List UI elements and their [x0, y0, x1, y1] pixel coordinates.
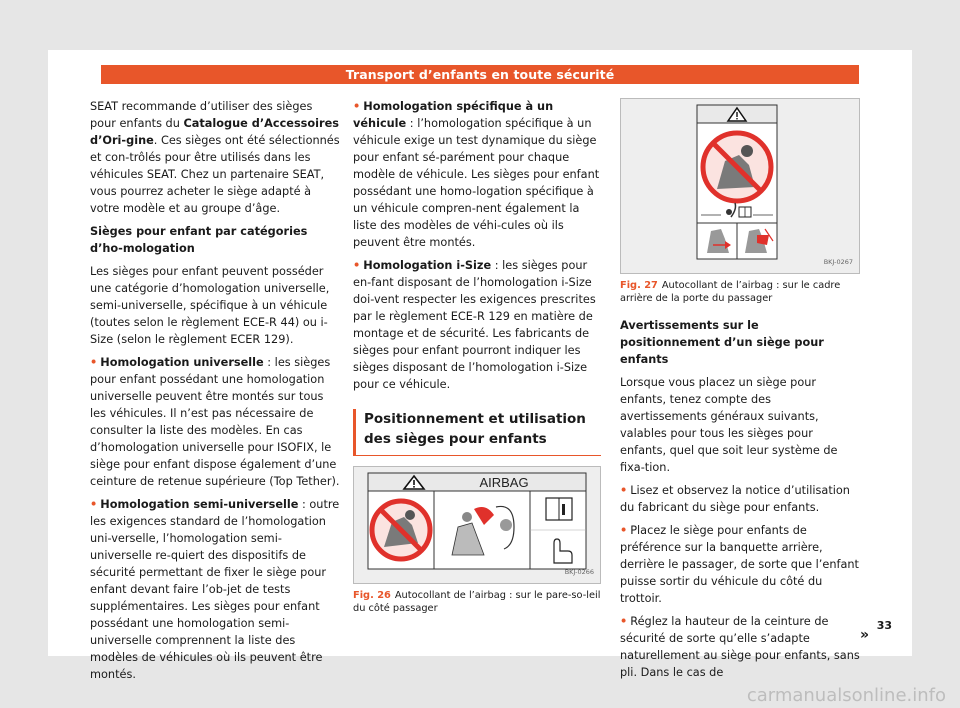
figure-26-number: Fig. 26 — [353, 590, 391, 601]
bullet-vehicle-specific — [353, 98, 601, 251]
warnings-paragraph: Lorsque vous placez un siège pour enfants, tenez compte des avertissements généraux suivants, valables pour tous les sièges pour enfants, quel que soit leur système de fixa-tion. — [620, 376, 838, 474]
bullet-vehicle-specific-title: Homologation spécifique à un véhicule — [353, 100, 554, 130]
catalogue-name: Catalogue d’Accessoires d’Ori-gine — [90, 117, 339, 147]
bullet-read-manual — [620, 482, 860, 516]
bullet-vehicle-specific-text: : l’homologation spécifique à un véhicule exige un test dynamique du siège pour enfant sé-parément pour chaque modèle de véhicule. Les sièges pour enfant possédant une homo-logation spécifique à un véhicule compren-nent également la liste des modèles de véhi-cules où ils peuvent être montés. — [353, 117, 600, 249]
bullet-belt-height — [620, 613, 860, 681]
manual-book-icon — [739, 207, 751, 217]
manual-book-icon — [546, 498, 572, 520]
airbag-sticker-graphic — [354, 467, 600, 583]
bullet-dot-icon: • — [90, 356, 98, 369]
bullet-semi-universal-title: Homologation semi-universelle — [100, 498, 299, 511]
figure-27-number: Fig. 27 — [620, 280, 658, 291]
section-header: Transport d’enfants en toute sécurité — [101, 65, 859, 84]
bullet-universal — [90, 354, 340, 490]
bullet-dot-icon: • — [90, 498, 98, 511]
figure-26 — [353, 466, 601, 584]
manual-page — [48, 50, 912, 681]
intro-paragraph — [90, 98, 340, 217]
airbag-label: AIRBAG — [479, 475, 529, 490]
bullet-isize-title: Homologation i-Size — [363, 259, 492, 272]
door-frame-sticker-graphic — [621, 99, 859, 273]
bullet-belt-height-text: Réglez la hauteur de la ceinture de sécurité de sorte qu’elle s’adapte naturellement au siège pour enfants, sans pli. Dans le cas de — [620, 615, 860, 679]
bullet-semi-universal — [90, 496, 340, 683]
bullet-isize — [353, 257, 601, 393]
figure-26-code: BKJ-0266 — [564, 568, 594, 576]
continued-arrow-icon: » — [860, 627, 870, 643]
watermark: carmanualsonline.info — [746, 685, 946, 706]
subhead-warnings: Avertissements sur le positionnement d’un siège pour enfants — [620, 319, 824, 366]
figure-26-caption — [353, 589, 601, 615]
figure-27-caption-text: Autocollant de l’airbag : sur le cadre arrière de la porte du passager — [620, 280, 841, 304]
bullet-dot-icon: • — [620, 524, 628, 537]
column-right — [620, 98, 860, 687]
figure-27-code: BKJ-0267 — [823, 258, 853, 266]
bullet-dot-icon: • — [353, 100, 361, 113]
categories-paragraph: Les sièges pour enfant peuvent posséder une catégorie d’homologation universelle, semi-universelle, spécifique à un véhicule (toutes selon le règlement ECE-R 44) ou i-Size (selon le règlement ECER 129). — [90, 265, 330, 346]
figure-26-caption-text: Autocollant de l’airbag : sur le pare-so-leil du côté passager — [353, 590, 601, 614]
no-rear-facing-seat-icon — [372, 501, 430, 559]
intro-text-a: SEAT recommande d’utiliser des sièges pour enfants du — [90, 100, 313, 130]
bullet-rear-seat — [620, 522, 860, 607]
subhead-categories: Sièges pour enfant par catégories d’ho-mologation — [90, 225, 308, 255]
bullet-rear-seat-text: Placez le siège pour enfants de préférence sur la banquette arrière, derrière le passager, de sorte que l’enfant puisse sortir du véhicule du côté du trottoir. — [620, 524, 859, 605]
bullet-universal-text: : les sièges pour enfant possédant une homologation universelle peuvent être montés sur tous les véhicules. Il n’est pas nécessaire de consulter la liste des modèles. En cas d’homologation universelle pour ISOFIX, le siège pour enfant dispose également d’une ceinture de retenue supérieure (Top Tether). — [90, 356, 340, 488]
bullet-dot-icon: • — [620, 484, 628, 497]
bullet-dot-icon: • — [620, 615, 628, 628]
bullet-read-manual-text: Lisez et observez la notice d’utilisation du fabricant du siège pour enfants. — [620, 484, 850, 514]
no-rear-facing-seat-icon — [703, 133, 771, 201]
bullet-semi-universal-text: : outre les exigences standard de l’homologation uni-verselle, l’homologation semi-universelle re-quiert des dispositifs de sécurité permettant de fixer le siège pour enfant devant faire l’ob-jet de tests supplémentaires. Les sièges pour enfant possédant une homologation semi-universelle comprennent la liste des modèles de véhicules où ils peuvent être montés. — [90, 498, 340, 681]
intro-text-b: . Ces sièges ont été sélectionnés et con-trôlés pour être utilisés dans les véhicules SEAT. Chez un partenaire SEAT, vous pourrez acheter le siège adapté à votre modèle et au groupe d’âge. — [90, 134, 340, 215]
column-middle — [353, 98, 601, 621]
bullet-dot-icon: • — [353, 259, 361, 272]
bullet-universal-title: Homologation universelle — [100, 356, 264, 369]
column-left — [90, 98, 340, 689]
figure-27 — [620, 98, 860, 274]
section-title-positioning: Positionnement et utilisation des sièges pour enfants — [353, 409, 601, 456]
bullet-isize-text: : les sièges pour en-fant disposant de l’homologation i-Size doi-vent respecter les exigences prescrites par le règlement ECE-R 129 en matière de montage et de sécurité. Les fabricants de sièges pour enfant pourront indiquer les sièges disposant de l’homologation i-Size pour ce véhicule. — [353, 259, 596, 391]
page-number: 33 — [876, 619, 892, 632]
figure-27-caption — [620, 279, 860, 305]
